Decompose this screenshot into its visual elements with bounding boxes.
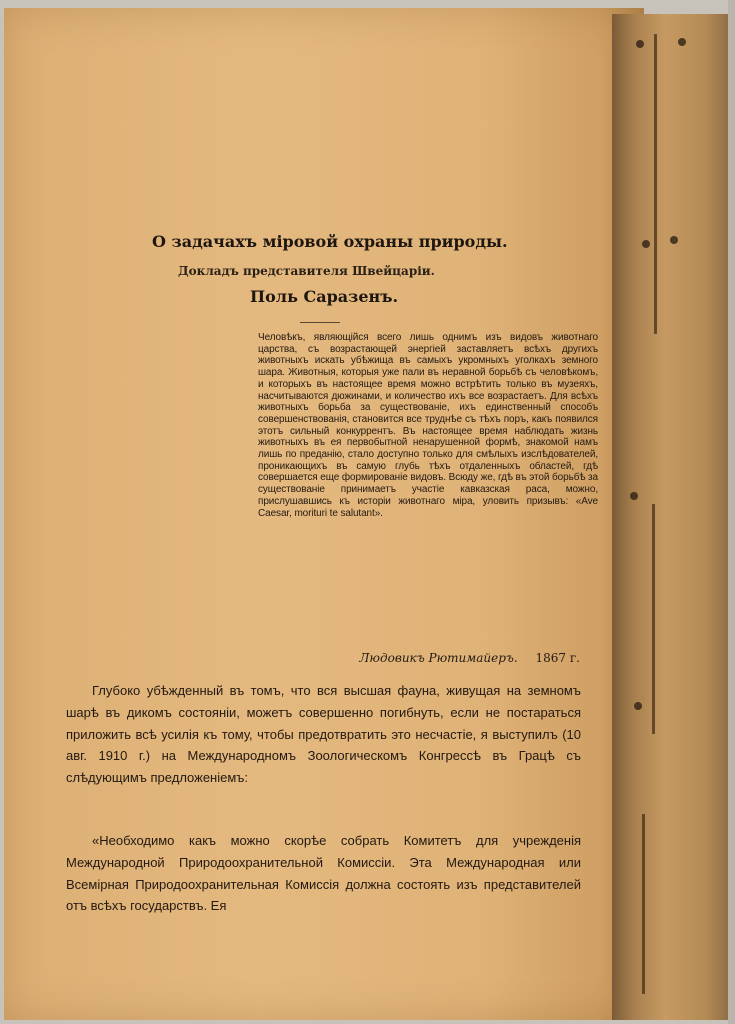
- divider: [300, 322, 340, 323]
- epigraph-attribution: [330, 651, 580, 665]
- article-subtitle: Докладъ представителя Швейцаріи.: [178, 264, 435, 278]
- epigraph-text: Человѣкъ, являющійся всего лишь однимъ изъ видовъ животнаго царства, съ возрастающей энергіей заставляетъ всѣхъ другихъ животныхъ искать убѣжища въ самыхъ укромныхъ уголкахъ земного шара. Животныя, которыя уже пали въ неравной борьбѣ съ человѣкомъ, и которыхъ въ настоящее время можно встрѣтить только въ музеяхъ, насчитываются дюжинами, и количество ихъ все возрастаетъ. Для всѣхъ животныхъ борьба за существованіе, ихъ единственный способъ совершенствованія, становится все труднѣе съ тѣхъ поръ, какъ появился этотъ сильный конкуррентъ. Въ настоящее время наблюдать жизнь животныхъ въ ея первобытной ненарушенной формѣ, знакомой намъ лишь по преданію, стало доступно только для смѣлыхъ изслѣдователей, проникающихъ въ самую глубь тѣхъ отдаленныхъ областей, гдѣ совершается еще формированіе видовъ. Всюду же, гдѣ въ этой борьбѣ за существованіе принимаетъ участіе кавказская раса, можно, прислушавшись къ исторіи животнаго міра, уловить призывъ: «Ave Caesar, morituri te salutant».: [258, 332, 598, 519]
- page-edge-strip: [612, 14, 730, 1020]
- article-title: О задачахъ міровой охраны природы.: [152, 232, 508, 251]
- epigraph-year: 1867 г.: [535, 651, 580, 665]
- article-author: Поль Саразенъ.: [250, 287, 399, 306]
- body-paragraph-1: Глубоко убѣжденный въ томъ, что вся высшая фауна, живущая на земномъ шарѣ въ дикомъ состояніи, можетъ совершенно погибнуть, если не постараться приложить всѣ усилія къ тому, чтобы предотвратить это несчастіе, я выступилъ (10 авг. 1910 г.) на Международномъ Зоологическомъ Конгрессѣ въ Грацѣ съ слѣдующимъ предложеніемъ:: [66, 683, 581, 786]
- scan-background: [728, 0, 735, 1024]
- epigraph-author: Людовикъ Рютимайеръ.: [359, 651, 518, 665]
- body-paragraph-2: «Необходимо какъ можно скорѣе собрать Комитетъ для учрежденія Международной Природоохранительной Комиссіи. Эта Международная или Всемірная Природоохранительная Комиссія должна состоять изъ представителей отъ всѣхъ государствъ. Ея: [66, 833, 581, 914]
